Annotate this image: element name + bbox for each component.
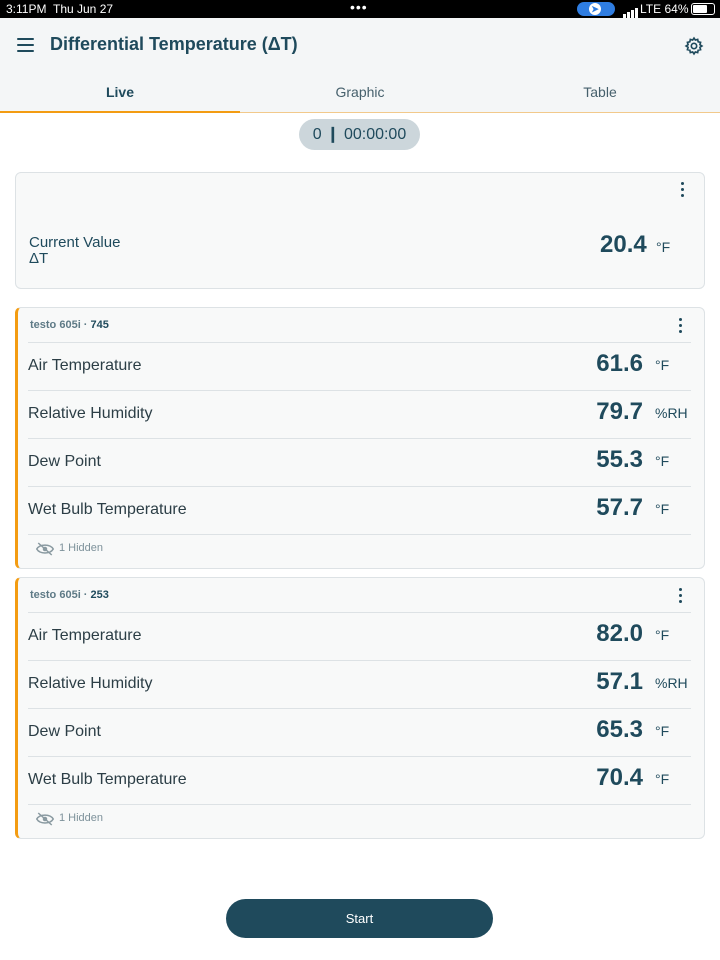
hamburger-menu-icon[interactable]	[17, 38, 34, 52]
probe-card-745	[15, 307, 705, 569]
reading-label: Wet Bulb Temperature	[28, 501, 187, 518]
reading-value: 70.4	[596, 764, 643, 791]
signal-icon	[623, 4, 639, 18]
list-item	[28, 756, 691, 805]
list-item	[28, 342, 691, 391]
reading-unit: °F	[655, 771, 670, 787]
current-value-unit: °F	[656, 239, 671, 255]
page-title: Differential Temperature (ΔT)	[50, 34, 298, 54]
hidden-readings-toggle[interactable]	[28, 534, 691, 569]
current-value: 20.4	[600, 231, 647, 258]
reading-unit: °F	[655, 723, 670, 739]
reading-value: 82.0	[596, 620, 643, 647]
probe-card-253	[15, 577, 705, 839]
probe-id: 745	[90, 319, 109, 331]
battery-percent: 64%	[664, 2, 689, 16]
reading-label: Dew Point	[28, 453, 101, 470]
status-time: 3:11PM	[6, 2, 47, 16]
hidden-readings-toggle[interactable]	[28, 804, 691, 839]
reading-label: Relative Humidity	[28, 405, 153, 422]
list-item	[28, 612, 691, 661]
app-header	[0, 18, 720, 74]
more-options-icon[interactable]	[680, 182, 686, 198]
reading-label: Wet Bulb Temperature	[28, 771, 187, 788]
location-pill-icon: ➤	[577, 2, 615, 16]
list-item	[28, 438, 691, 487]
current-value-label: Current Value ΔT	[29, 234, 121, 267]
reading-unit: °F	[655, 501, 670, 517]
list-item	[28, 708, 691, 757]
start-button[interactable]: Start	[226, 899, 493, 938]
more-options-icon[interactable]	[678, 588, 684, 604]
hidden-count: 1 Hidden	[59, 812, 104, 824]
battery-icon	[691, 3, 715, 15]
probe-id: 253	[90, 589, 109, 601]
reading-label: Air Temperature	[28, 357, 142, 374]
reading-unit: °F	[655, 357, 670, 373]
reading-value: 55.3	[596, 446, 643, 473]
reading-unit: °F	[655, 453, 670, 469]
tab-graphic[interactable]: Graphic	[335, 84, 385, 100]
status-date: Thu Jun 27	[53, 2, 114, 16]
list-item	[28, 660, 691, 709]
list-item	[28, 486, 691, 535]
reading-label: Dew Point	[28, 723, 101, 740]
current-value-card	[15, 172, 705, 289]
network-label: LTE 64%	[640, 2, 689, 16]
reading-unit: °F	[655, 627, 670, 643]
gear-icon[interactable]	[684, 36, 704, 56]
eye-off-icon	[36, 542, 54, 556]
probe-header: testo 605i · 253	[30, 589, 109, 601]
reading-value: 65.3	[596, 716, 643, 743]
reading-label: Air Temperature	[28, 627, 142, 644]
list-item	[28, 390, 691, 439]
delta-t-label: ΔT	[29, 250, 49, 267]
reading-unit: %RH	[655, 675, 688, 691]
more-options-icon[interactable]	[678, 318, 684, 334]
eye-off-icon	[36, 812, 54, 826]
reading-value: 79.7	[596, 398, 643, 425]
reading-unit: %RH	[655, 405, 688, 421]
reading-value: 57.1	[596, 668, 643, 695]
reading-label: Relative Humidity	[28, 675, 153, 692]
status-bar	[0, 0, 720, 18]
reading-value: 57.7	[596, 494, 643, 521]
multitasking-dots-icon[interactable]: •••	[350, 0, 368, 15]
measurement-timer: 0 ❙ 00:00:00	[299, 119, 420, 150]
reading-value: 61.6	[596, 350, 643, 377]
hidden-count: 1 Hidden	[59, 542, 104, 554]
tab-live[interactable]: Live	[0, 74, 240, 112]
tab-bar	[0, 74, 720, 113]
tab-table[interactable]: Table	[583, 84, 617, 100]
probe-header: testo 605i · 745	[30, 319, 109, 331]
